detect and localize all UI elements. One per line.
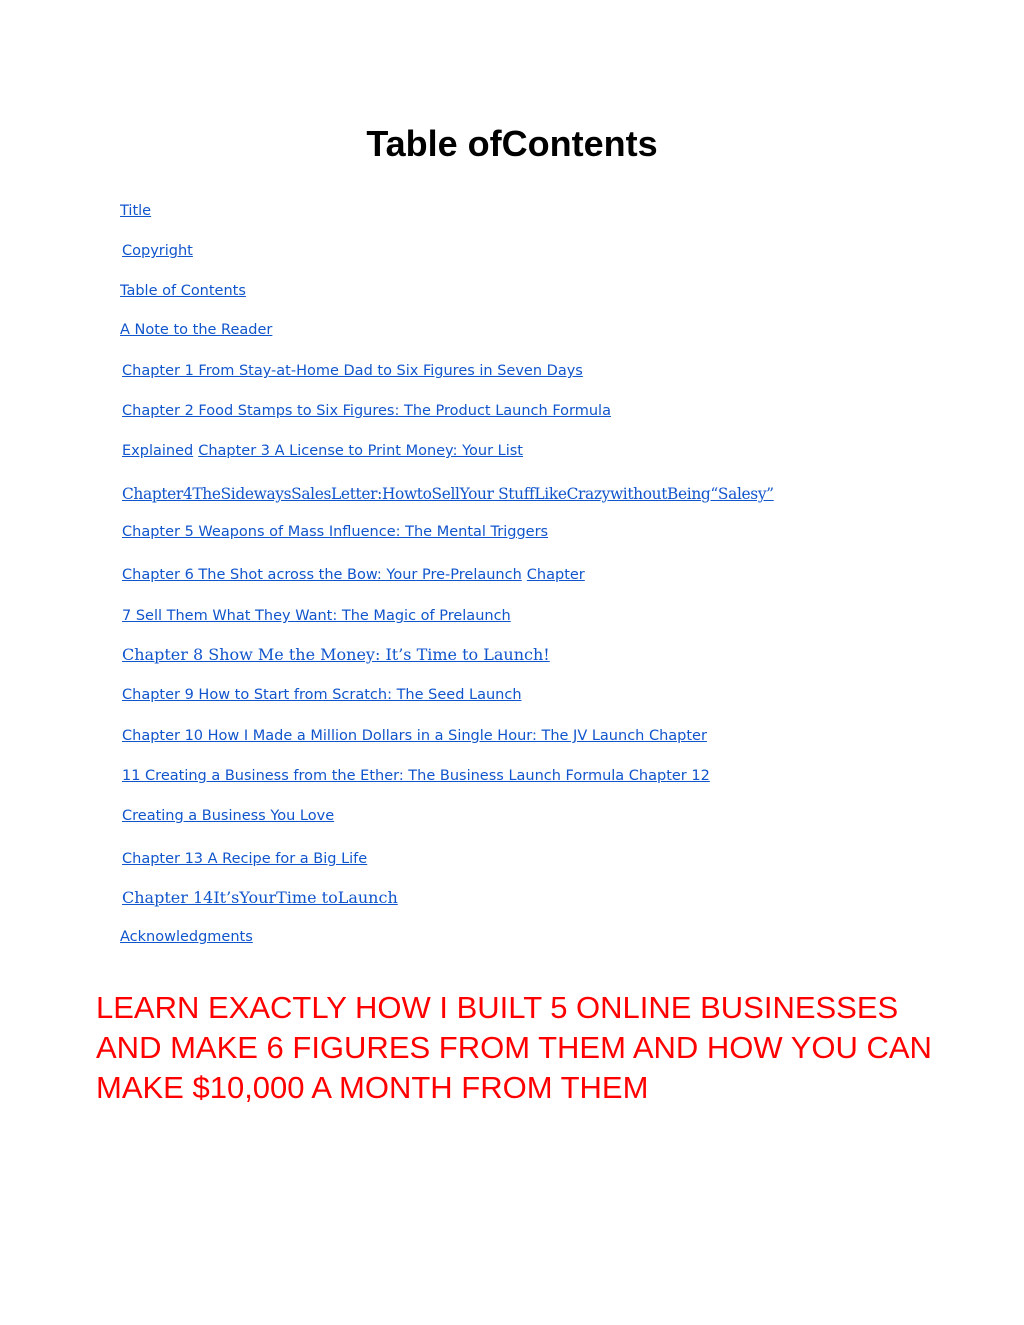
promo-text: LEARN EXACTLY HOW I BUILT 5 ONLINE BUSINESSES AND MAKE 6 FIGURES FROM THEM AND HOW YOU CAN MAKE $10,000 A MONTH FROM THEM [96,990,932,1105]
toc-link-table-of-contents[interactable]: Table of Contents [120,283,246,299]
toc-link-chapter-14[interactable]: Chapter 14It’sYourTime toLaunch [122,888,398,907]
toc-link-title[interactable]: Title [120,203,152,219]
toc-entry-chapter-2-3 [122,441,523,461]
toc-entry-chapter-14 [122,887,398,909]
toc-link-chapter-9[interactable]: Chapter 9 How to Start from Scratch: The Seed Launch [122,687,522,703]
toc-entry-chapter-7 [122,606,511,626]
toc-entry-chapter-6 [122,565,585,585]
toc-entry-chapter-2 [122,401,611,421]
toc-entry-chapter-13 [122,849,367,869]
page-title: Table ofContents [366,123,658,164]
toc-link-chapter-5[interactable]: Chapter 5 Weapons of Mass Influence: The Mental Triggers [122,524,549,540]
toc-link-chapter-3[interactable]: Chapter 3 A License to Print Money: Your List [198,443,523,459]
toc-link-chapter-7-start[interactable]: Chapter [526,567,585,583]
toc-entry-table-of-contents [120,281,246,301]
toc-link-chapter-12[interactable]: Creating a Business You Love [122,808,335,824]
toc-link-note-to-reader[interactable]: A Note to the Reader [120,322,273,338]
toc-entry-chapter-9 [122,685,522,705]
toc-link-chapter-2-explained[interactable]: Explained [122,443,194,459]
toc-link-chapter-1[interactable]: Chapter 1 From Stay-at-Home Dad to Six Figures in Seven Days [122,363,583,379]
toc-link-chapter-11[interactable]: 11 Creating a Business from the Ether: The Business Launch Formula Chapter 12 [122,768,710,784]
toc-link-chapter-10[interactable]: Chapter 10 How I Made a Million Dollars in a Single Hour: The JV Launch Chapter [122,728,707,744]
toc-link-copyright[interactable]: Copyright [122,243,193,259]
toc-link-chapter-8[interactable]: Chapter 8 Show Me the Money: It’s Time to Launch! [122,645,550,664]
toc-entry-copyright [122,241,193,261]
toc-link-chapter-4[interactable]: Chapter4TheSidewaysSalesLetter:HowtoSellYour StuffLikeCrazywithoutBeing“Salesy” [122,485,774,503]
toc-link-acknowledgments[interactable]: Acknowledgments [120,929,253,945]
toc-entry-chapter-10 [122,726,707,746]
toc-entry-acknowledgments [120,927,253,947]
toc-link-chapter-13[interactable]: Chapter 13 A Recipe for a Big Life [122,851,368,867]
toc-entry-chapter-12 [122,806,334,826]
toc-entry-chapter-4 [122,483,774,505]
toc-entry-chapter-11 [122,766,710,786]
toc-link-chapter-6[interactable]: Chapter 6 The Shot across the Bow: Your Pre-Prelaunch [122,567,522,583]
toc-entry-chapter-8 [122,644,550,666]
toc-entry-note-to-reader [120,320,272,340]
toc-entry-chapter-1 [122,361,583,381]
toc-entry-title [120,201,151,221]
toc-link-chapter-7[interactable]: 7 Sell Them What They Want: The Magic of Prelaunch [122,608,511,624]
toc-entry-chapter-5 [122,522,548,542]
toc-link-chapter-2[interactable]: Chapter 2 Food Stamps to Six Figures: The Product Launch Formula [122,403,611,419]
